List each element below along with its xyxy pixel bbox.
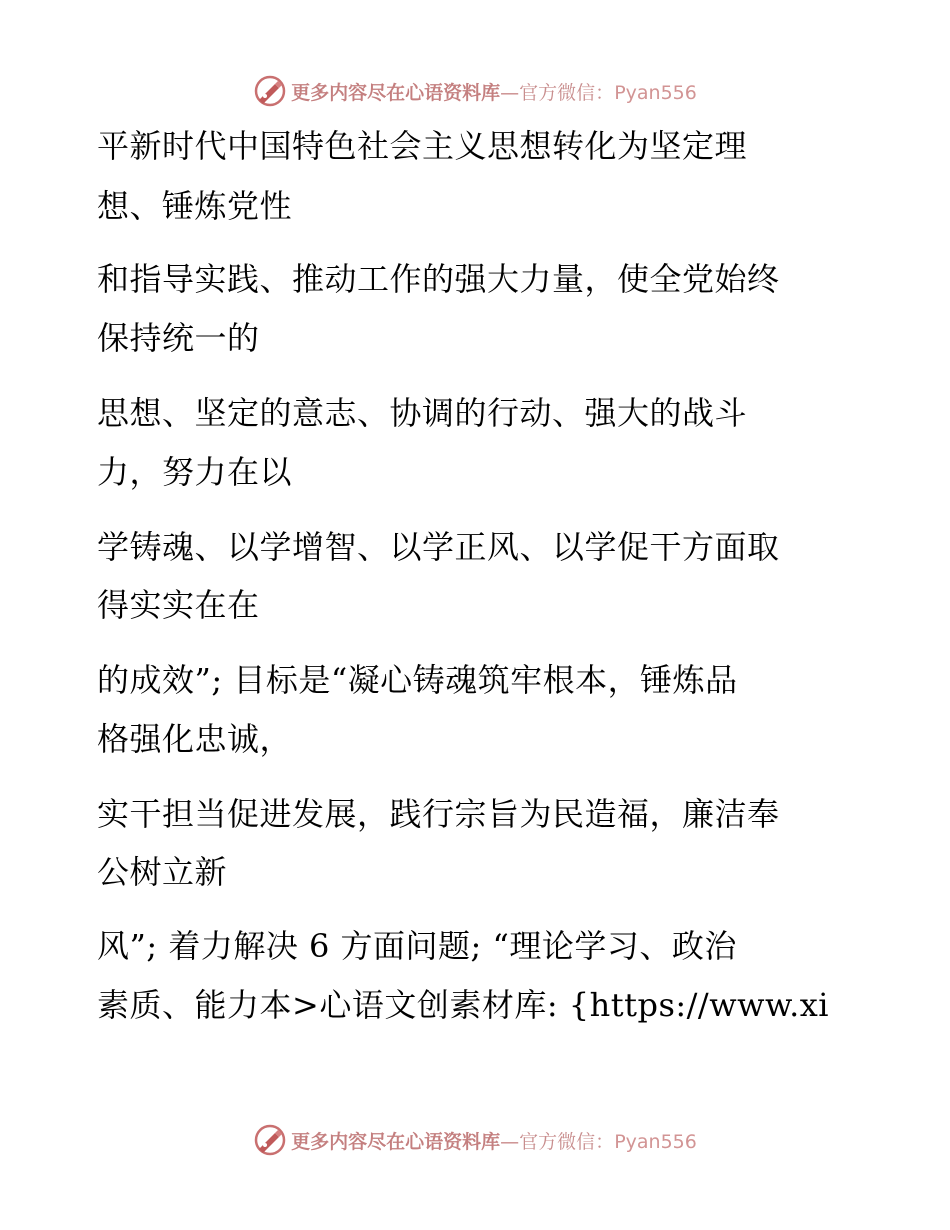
watermark-main: 更多内容尽在心语资料库: [291, 81, 501, 104]
watermark-separator: —: [500, 81, 520, 104]
watermark-sub: 官方微信：: [519, 1130, 615, 1153]
watermark-text: [291, 78, 697, 105]
header-watermark: [0, 71, 950, 111]
body-line: 和指导实践、推动工作的强大力量，使全党始终: [97, 260, 780, 298]
body-line: 得实实在在: [97, 586, 260, 624]
pen-logo-icon: [253, 1123, 287, 1157]
body-line: 平新时代中国特色社会主义思想转化为坚定理: [97, 127, 748, 165]
watermark-id: Pyan556: [614, 1130, 697, 1153]
body-line: 保持统一的: [97, 319, 260, 357]
watermark-id: Pyan556: [614, 81, 697, 104]
body-line: 想、锤炼党性: [97, 187, 293, 225]
footer-watermark: [0, 1120, 950, 1160]
body-line: 素质、能力本>心语文创素材库: {https://www.xi: [97, 986, 830, 1024]
watermark-separator: —: [500, 1130, 520, 1153]
body-line: 力，努力在以: [97, 453, 293, 491]
body-line: 风”; 着力解决 6 方面问题; “理论学习、政治: [97, 927, 737, 965]
watermark-sub: 官方微信：: [519, 81, 615, 104]
body-line: 的成效”; 目标是“凝心铸魂筑牢根本，锤炼品: [97, 661, 738, 699]
body-line: 公树立新: [97, 853, 228, 891]
pen-logo-icon: [253, 74, 287, 108]
watermark-main: 更多内容尽在心语资料库: [291, 1130, 501, 1153]
body-line: 实干担当促进发展，践行宗旨为民造福，廉洁奉: [97, 795, 780, 833]
body-line: 思想、坚定的意志、协调的行动、强大的战斗: [97, 394, 748, 432]
body-line: 格强化忠诚，: [97, 720, 293, 758]
body-line: 学铸魂、以学增智、以学正风、以学促干方面取: [97, 528, 780, 566]
watermark-text: [291, 1127, 697, 1154]
